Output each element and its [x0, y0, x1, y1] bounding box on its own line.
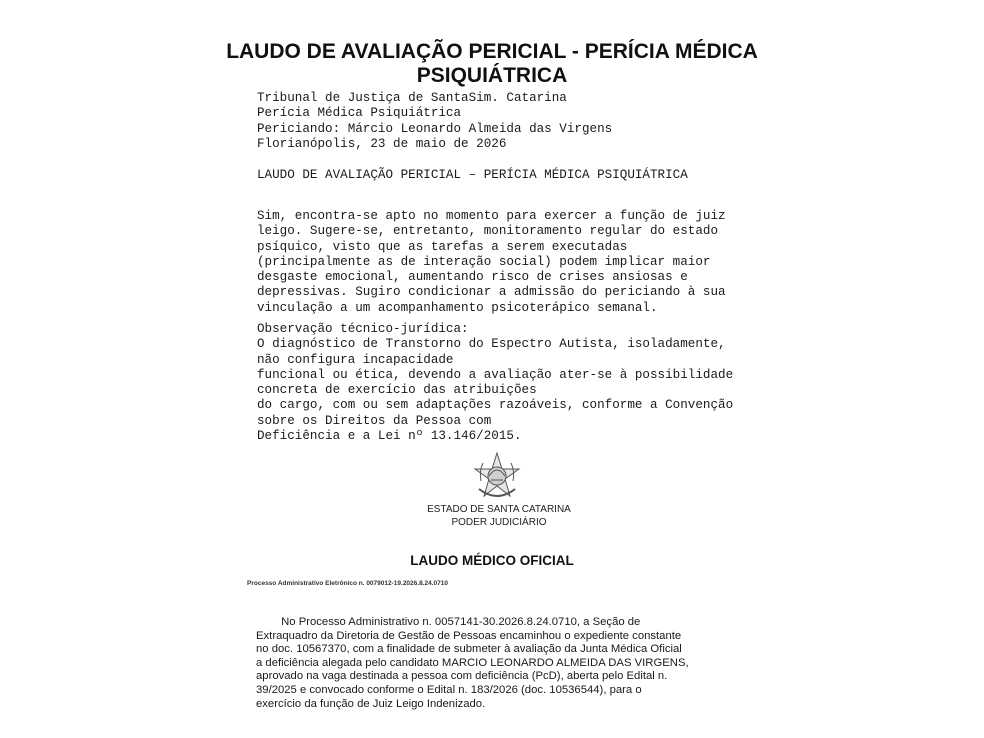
body-line: no doc. 10567370, com a finalidade de submeter à avaliação da Junta Médica Oficial — [256, 643, 682, 656]
official-report-body — [256, 616, 740, 711]
legal-observation-paragraph — [257, 322, 733, 444]
document-title-line: PSIQUIÁTRICA — [416, 64, 568, 87]
document-subtitle — [257, 168, 688, 183]
process-reference: Processo Administrativo Eletrônico n. 0079012-19.2026.8.24.0710 — [247, 580, 449, 587]
body-line: Extraquadro da Diretoria de Gestão de Pessoas encaminhou o expediente constante — [256, 629, 682, 642]
state-header — [384, 503, 614, 529]
document-title-line: LAUDO DE AVALIAÇÃO PERICIAL - PERÍCIA MÉDICA — [226, 40, 758, 63]
paragraph-line: Deficiência e a Lei nº 13.146/2015. — [257, 429, 522, 444]
body-line: a deficiência alegada pelo candidato MARCIO LEONARDO ALMEIDA DAS VIRGENS, — [256, 656, 689, 669]
conclusion-paragraph — [257, 209, 726, 316]
paragraph-line: O diagnóstico de Transtorno do Espectro Autista, isoladamente, — [257, 337, 726, 352]
paragraph-line: psíquico, visto que as tarefas a serem executadas — [257, 239, 628, 254]
branch-name: PODER JUDICIÁRIO — [451, 517, 547, 528]
body-line: No Processo Administrativo n. 0057141-30.2026.8.24.0710, a Seção de — [256, 616, 641, 628]
subtitle-text: LAUDO DE AVALIAÇÃO PERICIAL – PERÍCIA MÉDICA PSIQUIÁTRICA — [257, 168, 688, 182]
state-name: ESTADO DE SANTA CATARINA — [427, 504, 571, 515]
header-line-court: Tribunal de Justiça de SantaSim. Catarina — [257, 91, 567, 105]
paragraph-line: vinculação a um acompanhamento psicoterápico semanal. — [257, 300, 658, 315]
paragraph-line: Sim, encontra-se apto no momento para exercer a função de juiz — [257, 209, 726, 223]
official-report-title: LAUDO MÉDICO OFICIAL — [410, 553, 574, 568]
paragraph-line: não configura incapacidade — [257, 352, 454, 367]
header-line-subject: Periciando: Márcio Leonardo Almeida das Virgens — [257, 121, 613, 136]
paragraph-line: desgaste emocional, aumentando risco de crises ansiosas e — [257, 270, 688, 285]
document-title — [0, 40, 984, 88]
paragraph-line: funcional ou ética, devendo a avaliação ater-se à possibilidade — [257, 367, 734, 382]
header-block — [257, 91, 612, 152]
body-line: exercício da função de Juiz Leigo Indenizado. — [256, 697, 486, 710]
paragraph-line: depressivas. Sugiro condicionar a admissão do periciando à sua — [257, 285, 726, 300]
paragraph-line: do cargo, com ou sem adaptações razoáveis, conforme a Convenção — [257, 398, 734, 413]
paragraph-line: (principalmente as de interação social) podem implicar maior — [257, 254, 711, 269]
paragraph-line: leigo. Sugere-se, entretanto, monitoramento regular do estado — [257, 224, 719, 239]
header-line-date: Florianópolis, 23 de maio de 2026 — [257, 136, 507, 151]
paragraph-line: concreta de exercício das atribuições — [257, 383, 537, 398]
header-line-type: Perícia Médica Psiquiátrica — [257, 106, 462, 121]
paragraph-line: sobre os Direitos da Pessoa com — [257, 413, 492, 428]
body-line: 39/2025 e convocado conforme o Edital n. 183/2026 (doc. 10536544), para o — [256, 683, 642, 696]
state-coat-of-arms-icon — [469, 449, 525, 505]
body-line: aprovado na vaga destinada a pessoa com deficiência (PcD), aberta pelo Edital n. — [256, 670, 668, 683]
paragraph-line: Observação técnico-jurídica: — [257, 322, 469, 336]
